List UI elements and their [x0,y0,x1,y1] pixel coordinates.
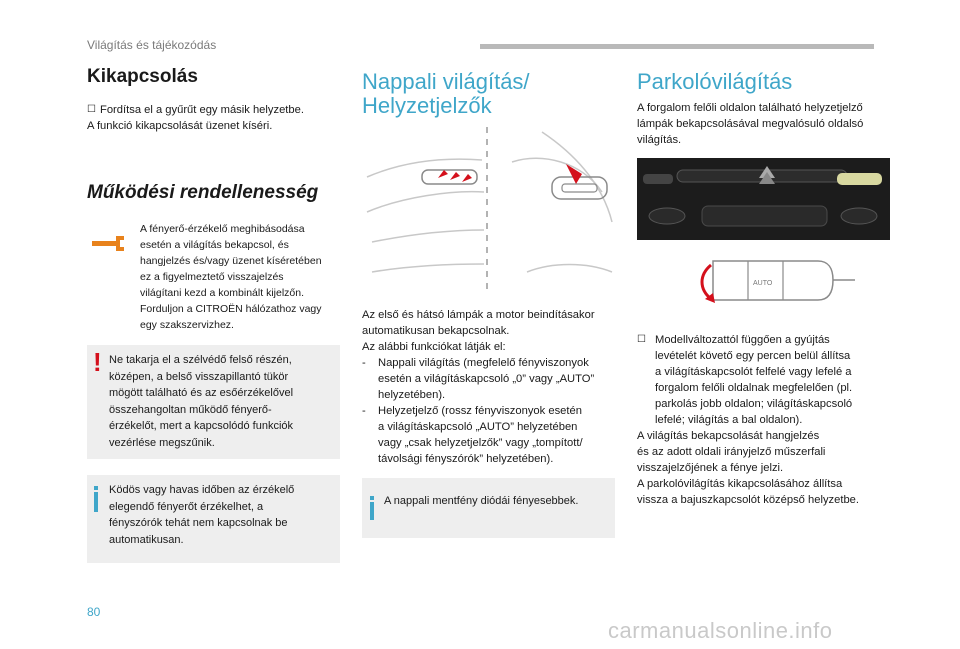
column-parkolo [637,70,892,94]
info-icon [94,492,98,512]
parkolo-body: ☐ Modellváltozattól függően a gyújtás levételét követő egy percen belül állítsa a világításkapcsolót felfelé vagy lefelé a forgalom felőli oldalnak megfelelően (pl. parkolás jobb oldalon; világításkapcsoló lefelé; világítás a bal oldalon). A világítás bekapcsolását hangjelzés és az adott oldali irányjelző műszerfali visszajelzőjének a fénye jelzi. A parkolóvilágítás kikapcsolásához állítsa vissza a bajuszkapcsolót középső helyzetbe. [637,332,892,508]
nappali-body: Az első és hátsó lámpák a motor beindításakor automatikusan bekapcsolnak. Az alábbi funkciókat látják el: - Nappali világítás (megfelelő fényviszonyok esetén a világításkapcsoló „0” vagy „AUTO” helyzetében). - Helyzetjelző (rossz fényviszonyok esetén a világításkapcsoló „AUTO” helyzetében vagy „csak helyzetjelzők” vagy „tompított/ távolsági fényszórók” helyzetében). [362,307,617,467]
bullet-icon: ☐ [637,334,646,345]
page-number: 80 [87,605,101,619]
switch-label: AUTO [753,280,773,287]
bullet-item: ☐ Modellváltozattól függően a gyújtás levételét követő egy percen belül állítsa a világításkapcsolót felfelé vagy lefelé a forgalom felőli oldalnak megfelelően (pl. parkolás jobb oldalon; világításkapcsoló lefelé; világítás a bal oldalon). [637,334,853,426]
column-kikapcsolas [87,66,342,204]
car-front-illustration [637,158,890,240]
list-item: - Nappali világítás (megfelelő fényviszonyok esetén a világításkapcsoló „0” vagy „AUTO” helyzetében). [362,357,595,401]
bullet-item: ☐ Fordítsa el a gyűrűt egy másik helyzetbe. [87,104,304,116]
title-nappali-2: Helyzetjelzők [362,93,492,118]
headlight-illustration [362,122,615,294]
warning-text: Ne takarja el a szélvédő felső részén, középen, a belső visszapillantó tükör mögött található és az esőérzékelővel összehangoltan működő fényerő- érzékelőt, mert a kapcsolódó funkciók vezérlése megszűnik. [109,354,294,449]
list-item: - Helyzetjelző (rossz fényviszonyok esetén a világításkapcsoló „AUTO” helyzetében vagy „csak helyzetjelzők” vagy „tompított/ távolsági fényszórók” helyzetében). [362,405,583,465]
parkolo-intro: A forgalom felőli oldalon található helyzetjelző lámpák bekapcsolásával megvalósuló oldalsó világítás. [637,102,864,146]
title-mukodesi: Működési rendellenesség [87,182,319,203]
title-nappali-1: Nappali világítás/ [362,69,530,94]
title-parkolo: Parkolóvilágítás [637,69,793,94]
fault-text: A fényerő-érzékelő meghibásodása esetén a világítás bekapcsol, és hangjelzés és/vagy üzenet kíséretében ez a figyelmeztető visszajelzés világítani kezd a kombinált kijelzőn. Forduljon a CITROËN hálózathoz vagy egy szakszervizhez. [140,223,322,331]
bullet-icon: ☐ [87,104,96,115]
warning-icon: ! [93,347,102,377]
title-kikapcsolas: Kikapcsolás [87,66,198,87]
info-text-col2: A nappali mentfény diódái fényesebbek. [384,495,579,507]
info-text: A funkció kikapcsolását üzenet kíséri. [87,120,273,132]
watermark: carmanualsonline.info [608,618,833,643]
info-text-col1: Ködös vagy havas időben az érzékelő elegendő fényerőt érzékelhet, a fényszórók tehát nem kapcsolnak be automatikusan. [109,484,295,546]
section-header: Világítás és tájékozódás [87,38,217,52]
light-switch-illustration [693,253,858,308]
column-nappali [362,70,617,118]
wrench-icon [90,232,126,254]
header-bar [480,44,874,49]
info-icon [370,502,374,520]
